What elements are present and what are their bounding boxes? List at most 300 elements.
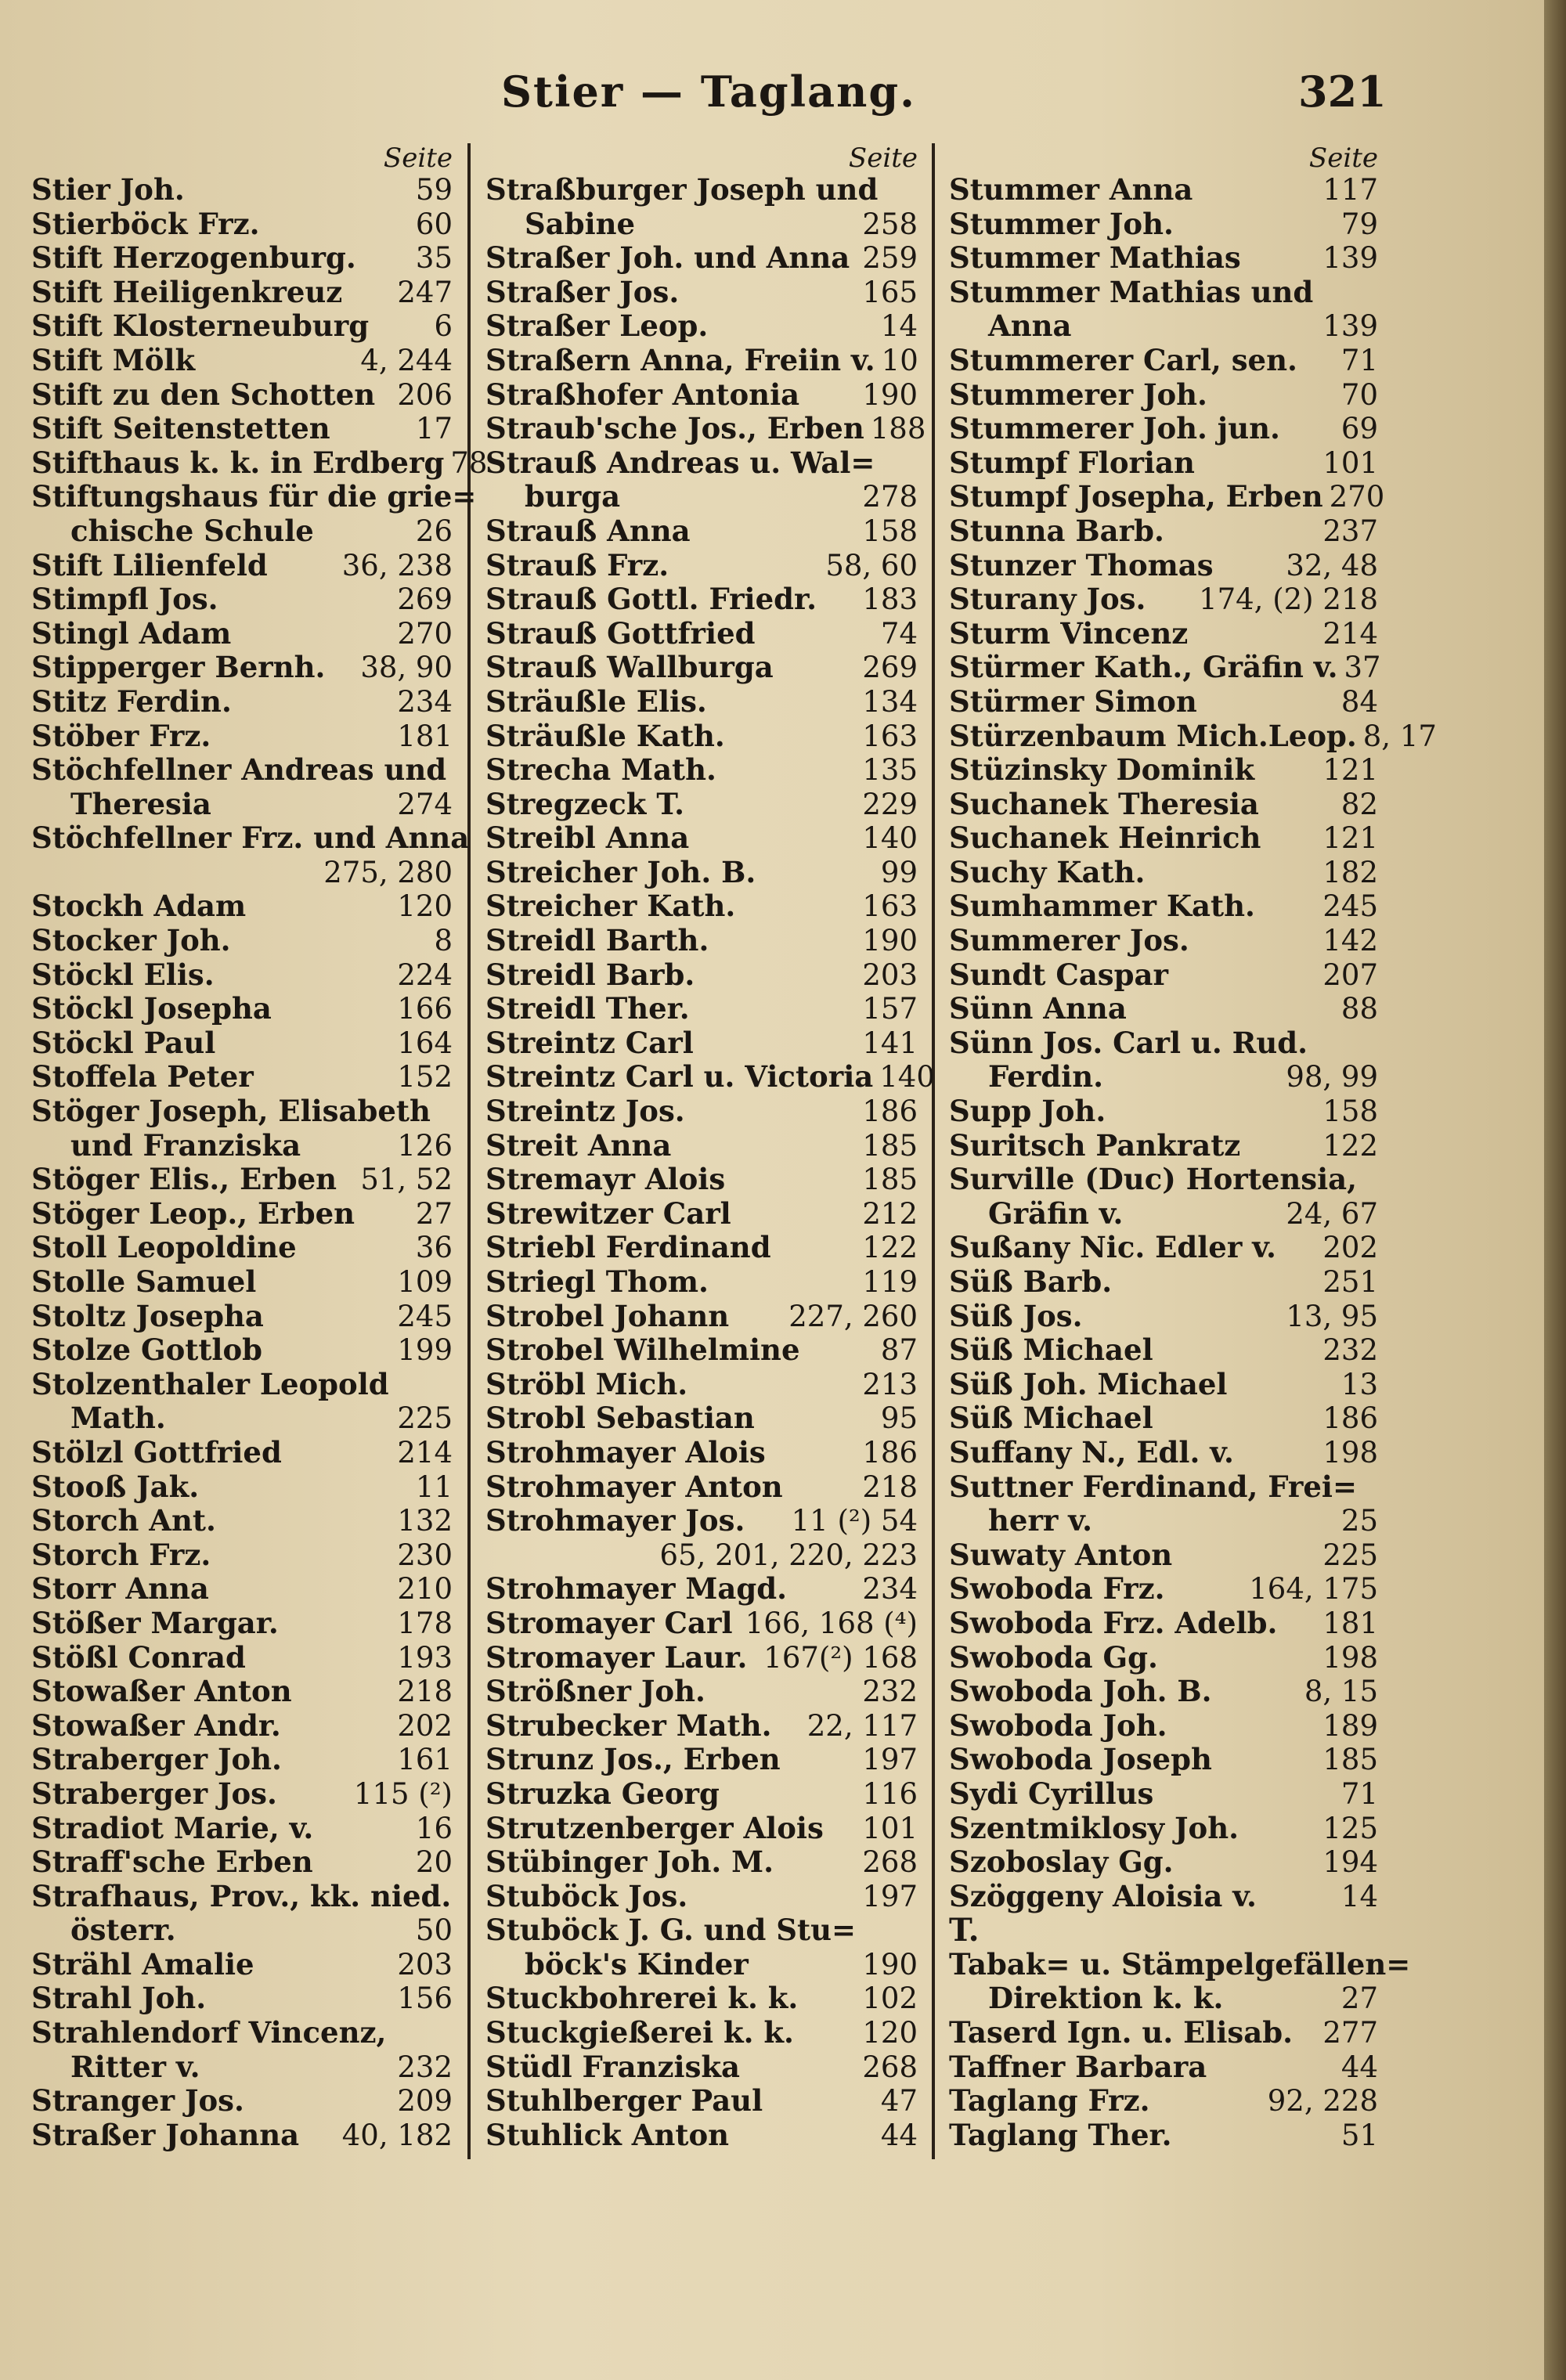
entry-pages: 268	[862, 1845, 918, 1880]
entry-name: Strohmayer Jos.	[485, 1503, 745, 1538]
entry-name: Strobel Johann	[485, 1298, 730, 1333]
entry-name: Stöger Joseph, Elisabeth	[31, 1094, 431, 1129]
index-entry	[31, 651, 453, 685]
entry-pages: 182	[1322, 855, 1378, 889]
index-entry	[31, 309, 453, 344]
entry-name: Stöchfellner Frz. und Anna	[31, 820, 470, 856]
entry-pages: 269	[862, 651, 918, 685]
entry-name: Sünn Anna	[949, 991, 1127, 1026]
entry-name: Streintz Carl	[485, 1025, 694, 1060]
index-entry	[949, 617, 1378, 651]
page-header	[0, 67, 1566, 129]
entry-name: Swoboda Frz.	[949, 1571, 1165, 1606]
entry-pages: 35	[415, 241, 453, 276]
entry-pages: 268	[862, 2050, 918, 2084]
index-entry	[31, 1982, 453, 2016]
index-entry	[31, 1812, 453, 1846]
entry-name: Ritter v.	[70, 2049, 200, 2084]
index-entry	[485, 1743, 918, 1777]
entry-pages: 167(²) 168	[763, 1640, 918, 1675]
entry-name: Stier Joh.	[31, 172, 185, 207]
entry-name: Stöger Leop., Erben	[31, 1195, 355, 1231]
entry-pages: 99	[880, 855, 918, 889]
entry-pages: 70	[1340, 377, 1378, 412]
entry-pages: 40, 182	[341, 2118, 453, 2152]
entry-name: Straßer Jos.	[485, 274, 680, 309]
index-entry	[949, 207, 1378, 242]
entry-pages: 274	[397, 787, 453, 821]
entry-name: Sturany Jos.	[949, 582, 1146, 617]
entry-pages: 117	[1322, 173, 1378, 207]
entry-name: Stocker Joh.	[31, 923, 231, 958]
index-entry	[31, 445, 488, 481]
index-entry	[31, 992, 453, 1026]
index-entry	[485, 1333, 918, 1368]
entry-pages: 14	[1340, 1879, 1378, 1913]
entry-pages: 139	[1322, 241, 1378, 276]
entry-pages: 278	[862, 480, 918, 514]
index-entry	[31, 378, 453, 413]
index-entry	[31, 1948, 453, 1982]
entry-pages: 212	[862, 1196, 918, 1231]
entry-pages: 270	[397, 616, 453, 651]
entry-pages: 245	[397, 1299, 453, 1333]
entry-name: Straff'sche Erben	[31, 1844, 313, 1880]
entry-name: Stummer Mathias	[949, 240, 1241, 276]
entry-pages: 174, (2) 218	[1199, 582, 1378, 617]
entry-pages: 232	[1322, 1333, 1378, 1368]
index-entry	[485, 1504, 918, 1538]
entry-pages: 38, 90	[360, 651, 453, 685]
index-entry	[31, 1743, 453, 1777]
entry-name: Stübinger Joh. M.	[485, 1844, 774, 1880]
entry-pages: 135	[862, 753, 918, 788]
entry-name: Süß Joh. Michael	[949, 1366, 1228, 1401]
entry-pages: 178	[397, 1606, 453, 1640]
entry-name: Stumpf Florian	[949, 445, 1195, 480]
index-entry	[949, 1231, 1378, 1265]
entry-pages: 8, 17	[1362, 719, 1437, 753]
index-entry	[31, 1880, 453, 1914]
entry-pages: 232	[397, 2050, 453, 2084]
entry-name: Suritsch Pankratz	[949, 1127, 1241, 1163]
entry-pages: 14	[880, 309, 918, 344]
entry-pages: 95	[880, 1401, 918, 1436]
entry-name: Anna	[988, 308, 1072, 344]
entry-name: Strohmayer Magd.	[485, 1571, 787, 1606]
entry-pages: 186	[1322, 1401, 1378, 1436]
entry-pages: 121	[1322, 821, 1378, 856]
index-entry	[485, 719, 918, 754]
index-entry	[31, 2016, 453, 2050]
entry-name: Storch Ant.	[31, 1503, 216, 1538]
entry-name: Stürmer Simon	[949, 683, 1197, 719]
entry-pages: 59	[415, 173, 453, 207]
entry-pages: 230	[397, 1538, 453, 1572]
index-entry	[949, 514, 1378, 549]
entry-name: Summerer Jos.	[949, 923, 1189, 958]
entry-name: Süß Michael	[949, 1332, 1153, 1368]
index-entry	[949, 344, 1378, 378]
index-entry	[485, 2050, 918, 2085]
entry-pages: 71	[1340, 343, 1378, 377]
entry-name: Strutzenberger Alois	[485, 1810, 824, 1845]
index-entry	[485, 1401, 918, 1436]
index-entry	[31, 1606, 453, 1641]
entry-pages: 232	[862, 1675, 918, 1709]
entry-name: Stuböck J. G. und Stu=	[485, 1913, 857, 1948]
entry-pages: 198	[1322, 1435, 1378, 1469]
entry-name: Süß Jos.	[949, 1298, 1083, 1333]
index-entry	[949, 1572, 1378, 1606]
entry-name: Strohmayer Alois	[485, 1434, 766, 1469]
entry-name: Sabine	[525, 206, 636, 241]
index-entry	[949, 1265, 1378, 1300]
index-entry	[949, 856, 1378, 890]
entry-name: Stölzl Gottfried	[31, 1434, 282, 1469]
entry-name: Stuhlick Anton	[485, 2117, 730, 2152]
index-entry	[949, 1026, 1378, 1061]
entry-pages: 116	[862, 1776, 918, 1811]
entry-name: Stromayer Carl	[485, 1605, 733, 1640]
index-entry	[31, 1163, 453, 1197]
entry-name: Stingl Adam	[31, 615, 232, 651]
index-entry	[31, 1845, 453, 1880]
index-entry	[485, 1675, 918, 1709]
index-entry	[485, 1368, 918, 1402]
index-entry	[485, 651, 918, 685]
index-entry	[949, 582, 1378, 617]
index-entry	[31, 1060, 453, 1094]
index-entry	[949, 958, 1378, 993]
entry-pages: 158	[1322, 1094, 1378, 1129]
index-entry	[485, 1777, 918, 1812]
entry-pages: 13	[1340, 1367, 1378, 1401]
entry-pages: 277	[1322, 2016, 1378, 2050]
entry-name: Stöckl Josepha	[31, 991, 272, 1026]
index-entry	[949, 1333, 1378, 1368]
entry-pages: 11	[415, 1469, 453, 1504]
entry-name: Strauß Wallburga	[485, 650, 774, 685]
entry-pages: 10	[881, 343, 918, 377]
entry-name: Stüzinsky Dominik	[949, 752, 1255, 788]
index-entry	[485, 2016, 918, 2050]
entry-name: Süß Barb.	[949, 1264, 1113, 1299]
index-entry	[485, 1982, 918, 2016]
index-entry	[485, 1026, 918, 1061]
entry-pages: 188	[870, 412, 926, 446]
index-entry	[31, 820, 470, 856]
index-entry	[485, 514, 918, 549]
entry-name: Stolzenthaler Leopold	[31, 1366, 389, 1401]
entry-pages: 8, 15	[1304, 1675, 1378, 1709]
index-entry	[949, 2084, 1378, 2119]
entry-name: Stromayer Laur.	[485, 1639, 748, 1675]
entry-pages: 140	[879, 1060, 935, 1094]
entry-pages: 202	[397, 1708, 453, 1743]
entry-pages: 209	[397, 2084, 453, 2119]
index-entry	[31, 685, 453, 719]
entry-name: Strauß Gottl. Friedr.	[485, 582, 817, 617]
entry-name: Strubecker Math.	[485, 1707, 772, 1743]
entry-pages: 190	[862, 1947, 918, 1982]
entry-pages: 193	[397, 1640, 453, 1675]
entry-name: Gräfin v.	[988, 1195, 1124, 1231]
running-title: Stier — Taglang.	[501, 67, 916, 117]
entry-name: Straßburger Joseph und	[485, 172, 879, 207]
index-entry	[485, 1709, 918, 1744]
index-entry	[949, 2016, 1378, 2050]
index-entry	[31, 1265, 453, 1300]
entry-name: Stummer Mathias und	[949, 274, 1314, 309]
entry-name: Stumpf Josepha, Erben	[949, 479, 1323, 514]
entry-name: Stuckgießerei k. k.	[485, 2015, 794, 2050]
entry-pages: 213	[862, 1367, 918, 1401]
index-entry	[485, 924, 918, 958]
entry-pages: 109	[397, 1265, 453, 1299]
entry-name: Straberger Joh.	[31, 1742, 282, 1777]
entry-name: Stöckl Elis.	[31, 957, 215, 992]
entry-pages: 164, 175	[1249, 1572, 1378, 1606]
entry-name: Storr Anna	[31, 1571, 209, 1606]
index-entry	[31, 1094, 453, 1129]
entry-pages: 51, 52	[360, 1163, 453, 1197]
entry-pages: 203	[397, 1947, 453, 1982]
entry-pages: 122	[862, 1231, 918, 1265]
index-entry	[485, 1538, 918, 1573]
entry-pages: 197	[862, 1743, 918, 1777]
entry-name: Stitz Ferdin.	[31, 683, 232, 719]
index-entry	[949, 1197, 1378, 1231]
entry-pages: 132	[397, 1504, 453, 1538]
entry-pages: 224	[397, 957, 453, 992]
entry-pages: 199	[397, 1333, 453, 1368]
index-entry	[485, 856, 918, 890]
entry-name: Suttner Ferdinand, Frei=	[949, 1469, 1357, 1504]
index-entry	[485, 582, 918, 617]
entry-pages: 20	[415, 1845, 453, 1880]
entry-name: Striebl Ferdinand	[485, 1230, 771, 1265]
entry-pages: 214	[397, 1435, 453, 1469]
entry-name: Strecha Math.	[485, 752, 716, 788]
entry-name: Stoltz Josepha	[31, 1298, 264, 1333]
entry-pages: 139	[1322, 309, 1378, 344]
entry-name: Stockh Adam	[31, 889, 247, 924]
entry-name: Sünn Jos. Carl u. Rud.	[949, 1025, 1308, 1060]
entry-name: Stradiot Marie, v.	[31, 1810, 314, 1845]
entry-pages: 36	[415, 1231, 453, 1265]
index-entry	[485, 241, 918, 276]
index-entry	[485, 2119, 918, 2153]
index-entry	[949, 549, 1378, 583]
index-entry	[485, 2084, 918, 2119]
index-entry	[485, 1300, 918, 1334]
entry-pages: 275, 280	[323, 855, 453, 889]
entry-pages: 121	[1322, 753, 1378, 788]
entry-name: Strewitzer Carl	[485, 1195, 731, 1231]
entry-name: Swoboda Frz. Adelb.	[949, 1605, 1278, 1640]
index-entry	[949, 412, 1378, 446]
index-entry	[949, 1129, 1378, 1163]
entry-pages: 210	[397, 1572, 453, 1606]
entry-name: Sturm Vincenz	[949, 615, 1189, 651]
entry-name: Swoboda Joh.	[949, 1707, 1167, 1743]
index-entry	[949, 821, 1378, 856]
entry-pages: 88	[1340, 992, 1378, 1026]
index-entry	[949, 309, 1378, 344]
entry-pages: 190	[862, 924, 918, 958]
entry-pages: 258	[862, 207, 918, 241]
index-entry	[485, 1197, 918, 1231]
index-entry	[31, 1401, 453, 1436]
index-entry	[949, 1709, 1378, 1744]
entry-name: Storch Frz.	[31, 1537, 211, 1572]
entry-name: Suwaty Anton	[949, 1537, 1173, 1572]
index-entry	[31, 344, 453, 378]
entry-pages: 120	[397, 889, 453, 924]
index-entry	[31, 241, 453, 276]
entry-name: Stummer Joh.	[949, 206, 1174, 241]
index-entry	[485, 1641, 918, 1675]
index-entry	[31, 412, 453, 446]
entry-name: Sydi Cyrillus	[949, 1776, 1154, 1811]
index-entry	[31, 479, 477, 514]
entry-name: Stiftungshaus für die grie=	[31, 479, 477, 514]
index-entry	[949, 173, 1378, 207]
index-entry	[31, 276, 453, 310]
entry-name: Stoll Leopoldine	[31, 1230, 297, 1265]
index-entry	[949, 1300, 1378, 1334]
entry-name: Strößner Joh.	[485, 1674, 705, 1709]
entry-name: Supp Joh.	[949, 1094, 1106, 1129]
entry-pages: 157	[862, 992, 918, 1026]
index-entry	[485, 958, 918, 993]
entry-pages: 229	[862, 787, 918, 821]
entry-pages: 189	[1322, 1708, 1378, 1743]
entry-pages: 92, 228	[1267, 2084, 1378, 2119]
index-entry	[949, 1675, 1378, 1709]
entry-name: Stranger Jos.	[31, 2083, 244, 2119]
entry-name: Strauß Gottfried	[485, 615, 756, 651]
index-entry	[31, 549, 453, 583]
entry-pages: 115 (²)	[353, 1776, 453, 1811]
entry-pages: 206	[397, 377, 453, 412]
entry-name: Swoboda Joh. B.	[949, 1674, 1212, 1709]
entry-name: Stummerer Carl, sen.	[949, 342, 1297, 377]
entry-pages: 203	[862, 957, 918, 992]
index-entry	[949, 1436, 1378, 1470]
entry-pages: 183	[862, 582, 918, 617]
index-entry	[31, 514, 453, 549]
entry-pages: 225	[397, 1401, 453, 1436]
index-entry	[31, 1436, 453, 1470]
entry-name: Straßern Anna, Freiin v.	[485, 342, 875, 377]
entry-name: Strobl Sebastian	[485, 1401, 755, 1436]
entry-name: Stuböck Jos.	[485, 1878, 688, 1913]
entry-name: Szentmiklosy Joh.	[949, 1810, 1239, 1845]
index-entry	[949, 479, 1385, 514]
entry-pages: 50	[415, 1913, 453, 1948]
entry-name: Sundt Caspar	[949, 957, 1168, 992]
entry-pages: 102	[862, 1982, 918, 2016]
entry-pages: 11 (²) 54	[791, 1504, 918, 1538]
entry-pages: 269	[397, 582, 453, 617]
index-entry	[485, 821, 918, 856]
entry-name: Stifthaus k. k. in Erdberg	[31, 445, 445, 480]
entry-name: Striegl Thom.	[485, 1264, 709, 1299]
entry-pages: 234	[862, 1572, 918, 1606]
entry-pages: 270	[1329, 480, 1385, 514]
entry-pages: 120	[862, 2016, 918, 2050]
entry-name: burga	[525, 479, 621, 514]
entry-name: Taserd Ign. u. Elisab.	[949, 2015, 1293, 2050]
index-entry	[485, 1163, 918, 1197]
entry-name: Streibl Anna	[485, 820, 690, 856]
index-entry	[485, 685, 918, 719]
entry-pages: 163	[862, 719, 918, 753]
entry-name: herr v.	[988, 1503, 1092, 1538]
column-label: Seite	[383, 142, 453, 174]
entry-pages: 194	[1322, 1845, 1378, 1880]
index-entry	[949, 992, 1378, 1026]
entry-name: Streintz Carl u. Victoria	[485, 1059, 874, 1094]
entry-name: Stößer Margar.	[31, 1605, 279, 1640]
index-entry	[949, 1743, 1378, 1777]
index-entry	[485, 207, 918, 242]
entry-name: Stift zu den Schotten	[31, 377, 376, 412]
entry-pages: 44	[880, 2118, 918, 2152]
entry-pages: 166, 168 (⁴)	[745, 1606, 918, 1640]
entry-name: Strauß Andreas u. Wal=	[485, 445, 875, 480]
entry-pages: 140	[862, 821, 918, 856]
entry-pages: 51	[1340, 2118, 1378, 2152]
entry-name: Sträußle Elis.	[485, 683, 707, 719]
index-entry	[949, 788, 1378, 822]
entry-pages: 71	[1340, 1776, 1378, 1811]
index-entry	[485, 173, 918, 207]
index-entry	[31, 2084, 453, 2119]
entry-pages: 218	[397, 1675, 453, 1709]
entry-name: Streidl Barb.	[485, 957, 695, 992]
entry-pages: 8	[434, 924, 453, 958]
index-entry	[31, 1129, 453, 1163]
entry-name: Straßhofer Antonia	[485, 377, 800, 412]
index-entry	[31, 207, 453, 242]
index-entry	[485, 446, 918, 481]
entry-pages: 161	[397, 1743, 453, 1777]
index-entry	[949, 1982, 1378, 2016]
entry-pages: 142	[1322, 924, 1378, 958]
entry-pages: 181	[1322, 1606, 1378, 1640]
entry-pages: 125	[1322, 1811, 1378, 1845]
entry-name: chische Schule	[70, 513, 314, 548]
entry-pages: 87	[880, 1333, 918, 1368]
index-entry	[485, 1880, 918, 1914]
entry-pages: 251	[1322, 1265, 1378, 1299]
entry-name: T.	[949, 1912, 980, 1949]
entry-name: Szöggeny Aloisia v.	[949, 1878, 1257, 1913]
entry-name: Strobel Wilhelmine	[485, 1332, 800, 1368]
entry-pages: 166	[397, 992, 453, 1026]
index-entry	[949, 685, 1378, 719]
entry-name: Stolze Gottlob	[31, 1332, 263, 1368]
entry-name: Stimpfl Jos.	[31, 582, 218, 617]
index-entry	[485, 1606, 918, 1641]
entry-pages: 6	[434, 309, 453, 344]
entry-name: Stipperger Bernh.	[31, 650, 326, 685]
index-entry	[949, 889, 1378, 924]
index-entry	[949, 1163, 1378, 1197]
